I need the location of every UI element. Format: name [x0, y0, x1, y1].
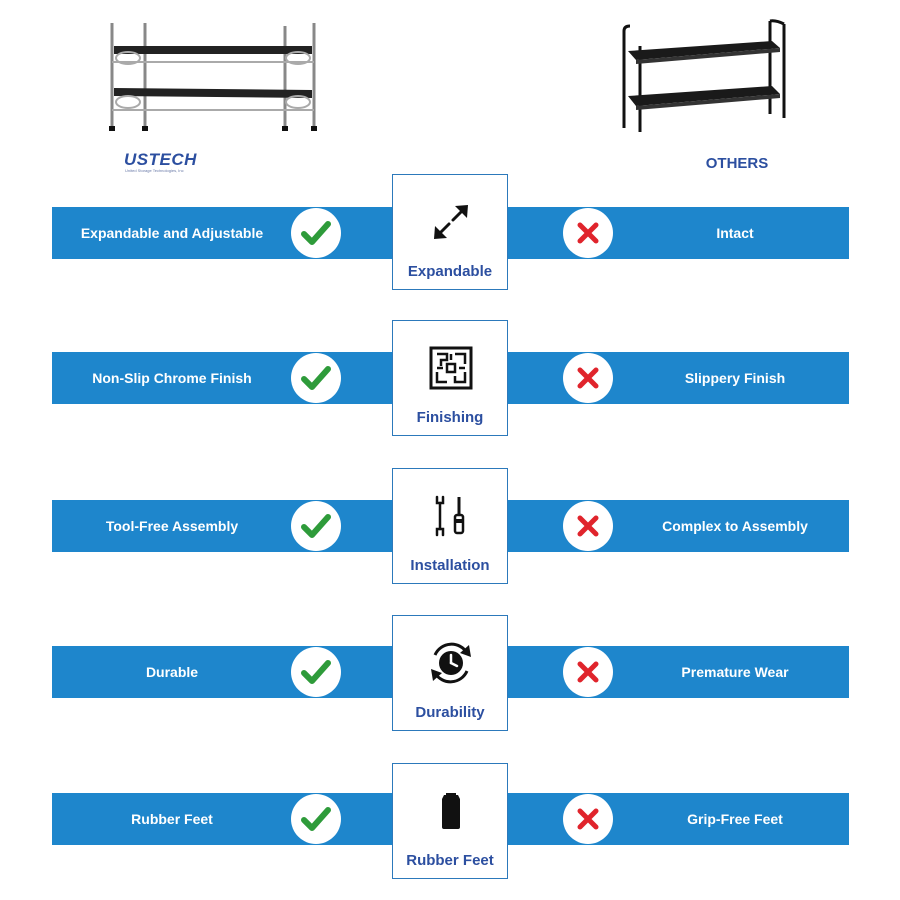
others-feature: Intact: [716, 224, 754, 241]
others-feature: Slippery Finish: [684, 369, 786, 386]
feature-box: [392, 763, 508, 879]
ustech-rack-image: [100, 18, 325, 138]
ustech-feature: Tool-Free Assembly: [105, 517, 239, 534]
comparison-row-rubber-feet: [0, 763, 900, 883]
others-label: OTHERS: [705, 155, 769, 172]
feature-box: [392, 174, 508, 290]
others-feature: Complex to Assembly: [662, 517, 808, 534]
check-icon: [291, 794, 341, 844]
cross-icon: [563, 208, 613, 258]
check-icon: [291, 501, 341, 551]
brand-logo: [124, 150, 224, 176]
clock-cycle-icon: [416, 628, 486, 698]
texture-pattern-icon: [416, 333, 486, 403]
rubber-foot-icon: [416, 776, 486, 846]
others-feature: Premature Wear: [681, 663, 789, 680]
cross-icon: [563, 501, 613, 551]
wrench-screwdriver-icon: [416, 481, 486, 551]
feature-label: Finishing: [416, 409, 484, 426]
expand-arrows-icon: [416, 187, 486, 257]
comparison-row-finishing: [0, 320, 900, 440]
feature-label: Rubber Feet: [406, 852, 494, 869]
feature-label: Expandable: [407, 263, 493, 280]
ustech-feature: Rubber Feet: [131, 810, 213, 827]
brand-name: USTECH: [124, 150, 197, 169]
ustech-feature: Durable: [145, 663, 199, 680]
cross-icon: [563, 353, 613, 403]
comparison-row-installation: [0, 468, 900, 588]
feature-box: [392, 468, 508, 584]
cross-icon: [563, 794, 613, 844]
feature-label: Durability: [415, 704, 485, 721]
brand-tagline: United Storage Technologies, Inc: [125, 168, 184, 173]
feature-box: [392, 615, 508, 731]
ustech-feature: Non-Slip Chrome Finish: [92, 369, 252, 386]
others-rack-image: [612, 16, 790, 136]
ustech-feature: Expandable and Adjustable: [80, 224, 264, 241]
comparison-row-expandable: [0, 174, 900, 294]
check-icon: [291, 353, 341, 403]
others-feature: Grip-Free Feet: [687, 810, 783, 827]
feature-label: Installation: [410, 557, 490, 574]
feature-box: [392, 320, 508, 436]
comparison-row-durability: [0, 615, 900, 735]
cross-icon: [563, 647, 613, 697]
check-icon: [291, 647, 341, 697]
check-icon: [291, 208, 341, 258]
